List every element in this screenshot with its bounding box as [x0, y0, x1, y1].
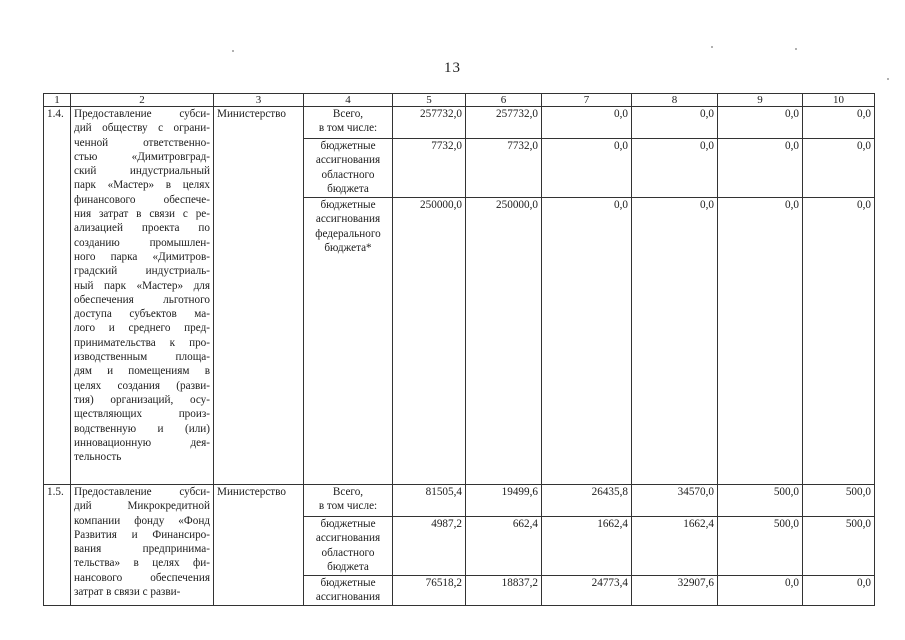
text-line: Предоставление субси-: [74, 108, 210, 120]
table-row: [44, 485, 875, 517]
text-line: Всего,: [332, 486, 364, 498]
text-line: областного: [321, 546, 375, 559]
value-cell: 1662,4: [542, 517, 632, 576]
value-cell: 257732,0: [466, 107, 542, 139]
value-cell: 500,0: [803, 485, 875, 517]
text-line: затрат в связи с разви-: [74, 586, 181, 599]
column-number: 10: [803, 94, 875, 107]
table-row: [44, 107, 875, 139]
text-line: ализацией проекта по: [74, 222, 210, 235]
text-line: лого и среднего пред-: [74, 322, 210, 335]
text-line: тельства» в целях фи-: [74, 557, 210, 570]
column-number: 4: [304, 94, 393, 107]
value-cell: 24773,4: [542, 576, 632, 606]
text-line: тельность: [74, 451, 122, 464]
column-number: 1: [44, 94, 71, 107]
value-cell: 500,0: [718, 517, 803, 576]
column-number: 5: [393, 94, 466, 107]
text-line: дий Микрокредитной: [74, 500, 210, 513]
value-cell: 0,0: [718, 139, 803, 198]
value-cell: 0,0: [718, 107, 803, 139]
column-number: 7: [542, 94, 632, 107]
text-line: Всего,: [332, 108, 364, 120]
text-line: инновационную дея-: [74, 436, 210, 449]
value-cell: 26435,8: [542, 485, 632, 517]
text-line: бюджетные: [320, 199, 376, 211]
value-cell: 0,0: [718, 198, 803, 485]
value-cell: 500,0: [803, 517, 875, 576]
value-cell: 19499,6: [466, 485, 542, 517]
text-line: водственную и (или): [74, 422, 210, 435]
value-cell: 0,0: [632, 107, 718, 139]
value-cell: 81505,4: [393, 485, 466, 517]
text-line: тия) организаций, осу-: [74, 393, 210, 406]
text-line: дям и помещениям в: [74, 365, 210, 378]
value-cell: 0,0: [542, 107, 632, 139]
text-line: вания предпринима-: [74, 543, 210, 556]
text-line: ния затрат в связи с ре-: [74, 208, 210, 221]
column-number-row: [44, 94, 875, 107]
text-line: областного: [321, 168, 375, 181]
value-cell: 0,0: [542, 139, 632, 198]
value-cell: 0,0: [803, 139, 875, 198]
funding-source: [304, 139, 393, 198]
text-line: федерального: [315, 227, 381, 240]
value-cell: 0,0: [803, 107, 875, 139]
text-line: ассигнования: [315, 154, 381, 167]
text-line: бюджета*: [324, 241, 372, 254]
item-description: [71, 485, 214, 606]
budget-table: [43, 93, 875, 606]
value-cell: 76518,2: [393, 576, 466, 606]
funding-source: [304, 485, 393, 517]
text-line: нансового обеспечения: [74, 571, 210, 584]
text-line: ассигнования: [315, 591, 381, 604]
text-line: ский индустриальный: [74, 165, 210, 178]
column-number: 3: [214, 94, 304, 107]
value-cell: 0,0: [632, 139, 718, 198]
text-line: бюджета: [327, 182, 369, 195]
item-number: 1.5.: [44, 485, 71, 606]
text-line: целях создания (разви-: [74, 379, 210, 392]
text-line: ченной ответственно-: [74, 136, 210, 149]
text-line: ного парка «Димитров-: [74, 250, 210, 263]
text-line: доступа субъектов ма-: [74, 308, 210, 321]
value-cell: 7732,0: [466, 139, 542, 198]
value-cell: 662,4: [466, 517, 542, 576]
value-cell: 0,0: [803, 576, 875, 606]
value-cell: 0,0: [542, 198, 632, 485]
text-line: ществляющих произ-: [74, 408, 210, 421]
column-number: 6: [466, 94, 542, 107]
text-line: финансового обеспече-: [74, 193, 210, 206]
value-cell: 7732,0: [393, 139, 466, 198]
value-cell: 250000,0: [393, 198, 466, 485]
text-line: бюджетные: [320, 140, 376, 152]
text-line: обеспечения льготного: [74, 293, 210, 306]
scan-speck: [795, 48, 797, 50]
text-line: в том числе:: [318, 122, 378, 135]
text-line: Предоставление субси-: [74, 486, 210, 498]
funding-source: [304, 107, 393, 139]
page-number: 13: [444, 60, 461, 76]
value-cell: 1662,4: [632, 517, 718, 576]
text-line: бюджетные: [320, 577, 376, 589]
text-line: созданию промышлен-: [74, 236, 210, 249]
scan-speck: [711, 46, 713, 48]
value-cell: 18837,2: [466, 576, 542, 606]
text-line: дий обществу с ограни-: [74, 122, 210, 135]
value-cell: 32907,6: [632, 576, 718, 606]
item-number: 1.4.: [44, 107, 71, 485]
item-description: [71, 107, 214, 485]
column-number: 2: [71, 94, 214, 107]
text-line: в том числе:: [318, 500, 378, 513]
funding-source: [304, 576, 393, 606]
value-cell: 257732,0: [393, 107, 466, 139]
value-cell: 4987,2: [393, 517, 466, 576]
text-line: Развития и Финансиро-: [74, 528, 210, 541]
value-cell: 250000,0: [466, 198, 542, 485]
text-line: ный парк «Мастер» для: [74, 279, 210, 292]
text-line: бюджетные: [320, 518, 376, 530]
text-line: компании фонду «Фонд: [74, 514, 210, 527]
value-cell: 500,0: [718, 485, 803, 517]
item-executor: Министерство: [214, 485, 304, 606]
scan-speck: [232, 50, 234, 52]
funding-source: [304, 198, 393, 485]
text-line: принимательства к про-: [74, 336, 210, 349]
item-executor: Министерство: [214, 107, 304, 485]
text-line: парк «Мастер» в целях: [74, 179, 210, 192]
value-cell: 0,0: [718, 576, 803, 606]
text-line: ассигнования: [315, 532, 381, 545]
text-line: ассигнования: [315, 213, 381, 226]
scan-speck: [887, 78, 889, 80]
value-cell: 0,0: [803, 198, 875, 485]
text-line: изводственным площа-: [74, 351, 210, 364]
text-line: стью «Димитровград-: [74, 150, 210, 163]
funding-source: [304, 517, 393, 576]
value-cell: 0,0: [632, 198, 718, 485]
column-number: 8: [632, 94, 718, 107]
text-line: градский индустриаль-: [74, 265, 210, 278]
value-cell: 34570,0: [632, 485, 718, 517]
text-line: бюджета: [327, 560, 369, 573]
column-number: 9: [718, 94, 803, 107]
